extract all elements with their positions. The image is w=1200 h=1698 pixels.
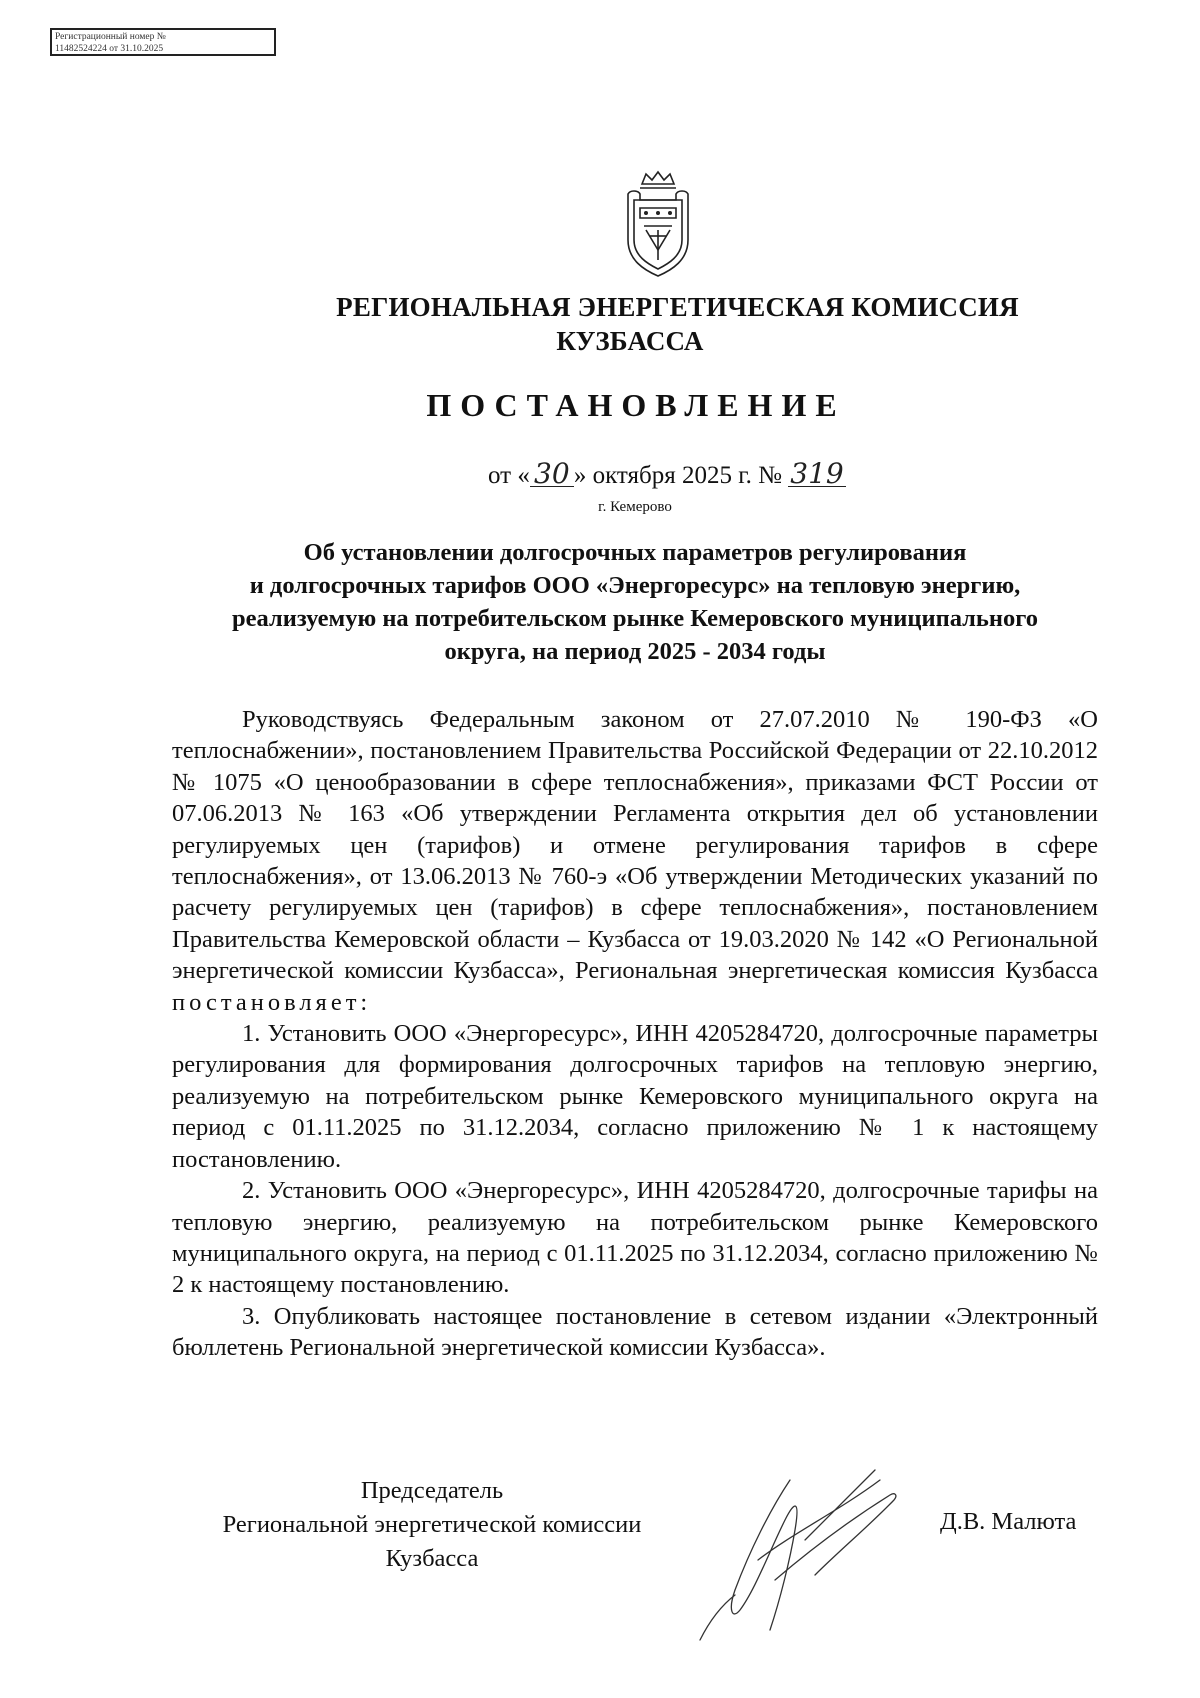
registration-stamp: [50, 28, 276, 56]
date-line: [488, 457, 846, 490]
registration-number: 11482524224 от 31.10.2025: [55, 44, 164, 54]
signatory-title-line-3: Кузбасса: [385, 1545, 479, 1572]
preamble-text: Руководствуясь Федеральным законом от 27.07.2010 № 190-ФЗ «О теплоснабжении», постановлением Правительства Российской Федерации от 22.10.2012 № 1075 «О ценообразовании в сфере теплоснабжения», приказами ФСТ России от 07.06.2013 № 163 «Об утверждении Регламента открытия дел об установлении регулируемых цен (тарифов) и отмене регулирования тарифов в сфере теплоснабжения», от 13.06.2013 № 760-э «Об утверждении Методических указаний по расчету регулируемых цен (тарифов) в сфере теплоснабжения», постановлением Правительства Кемеровской области – Кузбасса от 19.03.2020 № 142 «О Региональной энергетической комиссии Кузбасса», Региональная энергетическая комиссия Кузбасса: [172, 706, 1098, 985]
organization-line-1: РЕГИОНАЛЬНАЯ ЭНЕРГЕТИЧЕСКАЯ КОМИССИЯ: [336, 292, 1019, 322]
subject-line-1: Об установлении долгосрочных параметров регулирования: [303, 539, 967, 566]
signatory-title-line-2: Региональной энергетической комиссии: [222, 1511, 642, 1538]
registration-label: Регистрационный номер №: [55, 32, 166, 42]
coat-of-arms-icon: [620, 170, 696, 280]
document-body: [172, 704, 1098, 1364]
item-1: 1. Установить ООО «Энергоресурс», ИНН 4205284720, долгосрочные параметры регулирования для формирования долгосрочных тарифов на тепловую энергию, реализуемую на потребительском рынке Кемеровского муниципального округа на период с 01.11.2025 по 31.12.2034, согласно приложению № 1 к настоящему постановлению.: [172, 1020, 1098, 1173]
handwritten-signature: [640, 1440, 930, 1650]
city: г. Кемерово: [598, 499, 672, 515]
signatory-name: Д.В. Малюта: [940, 1508, 1077, 1535]
document-number: 319: [788, 462, 846, 487]
document-subject: [170, 536, 1100, 668]
organization-name: [0, 290, 1200, 358]
item-3: 3. Опубликовать настоящее постановление в сетевом издании «Электронный бюллетень Региональной энергетической комиссии Кузбасса».: [172, 1302, 1098, 1362]
subject-line-3: реализуемую на потребительском рынке Кемеровского муниципального: [232, 605, 1038, 632]
preamble-paragraph: [172, 704, 1098, 1018]
signatory-title: [172, 1474, 692, 1576]
organization-line-2: КУЗБАССА: [556, 326, 704, 356]
item-2: 2. Установить ООО «Энергоресурс», ИНН 4205284720, долгосрочные тарифы на тепловую энергию, реализуемую на потребительском рынке Кемеровского муниципального округа, на период с 01.11.2025 по 31.12.2034, согласно приложению № 2 к настоящему постановлению.: [172, 1177, 1098, 1299]
document-type: ПОСТАНОВЛЕНИЕ: [426, 387, 846, 423]
date-prefix: от «: [488, 462, 530, 489]
date-day: 30: [530, 462, 574, 487]
date-middle: » октября 2025 г. №: [573, 462, 783, 489]
signatory-title-line-1: Председатель: [360, 1477, 504, 1504]
subject-line-2: и долгосрочных тарифов ООО «Энергоресурс» на тепловую энергию,: [249, 572, 1021, 599]
subject-line-4: округа, на период 2025 - 2034 годы: [444, 638, 826, 665]
resolves-word: постановляет:: [172, 988, 372, 1016]
